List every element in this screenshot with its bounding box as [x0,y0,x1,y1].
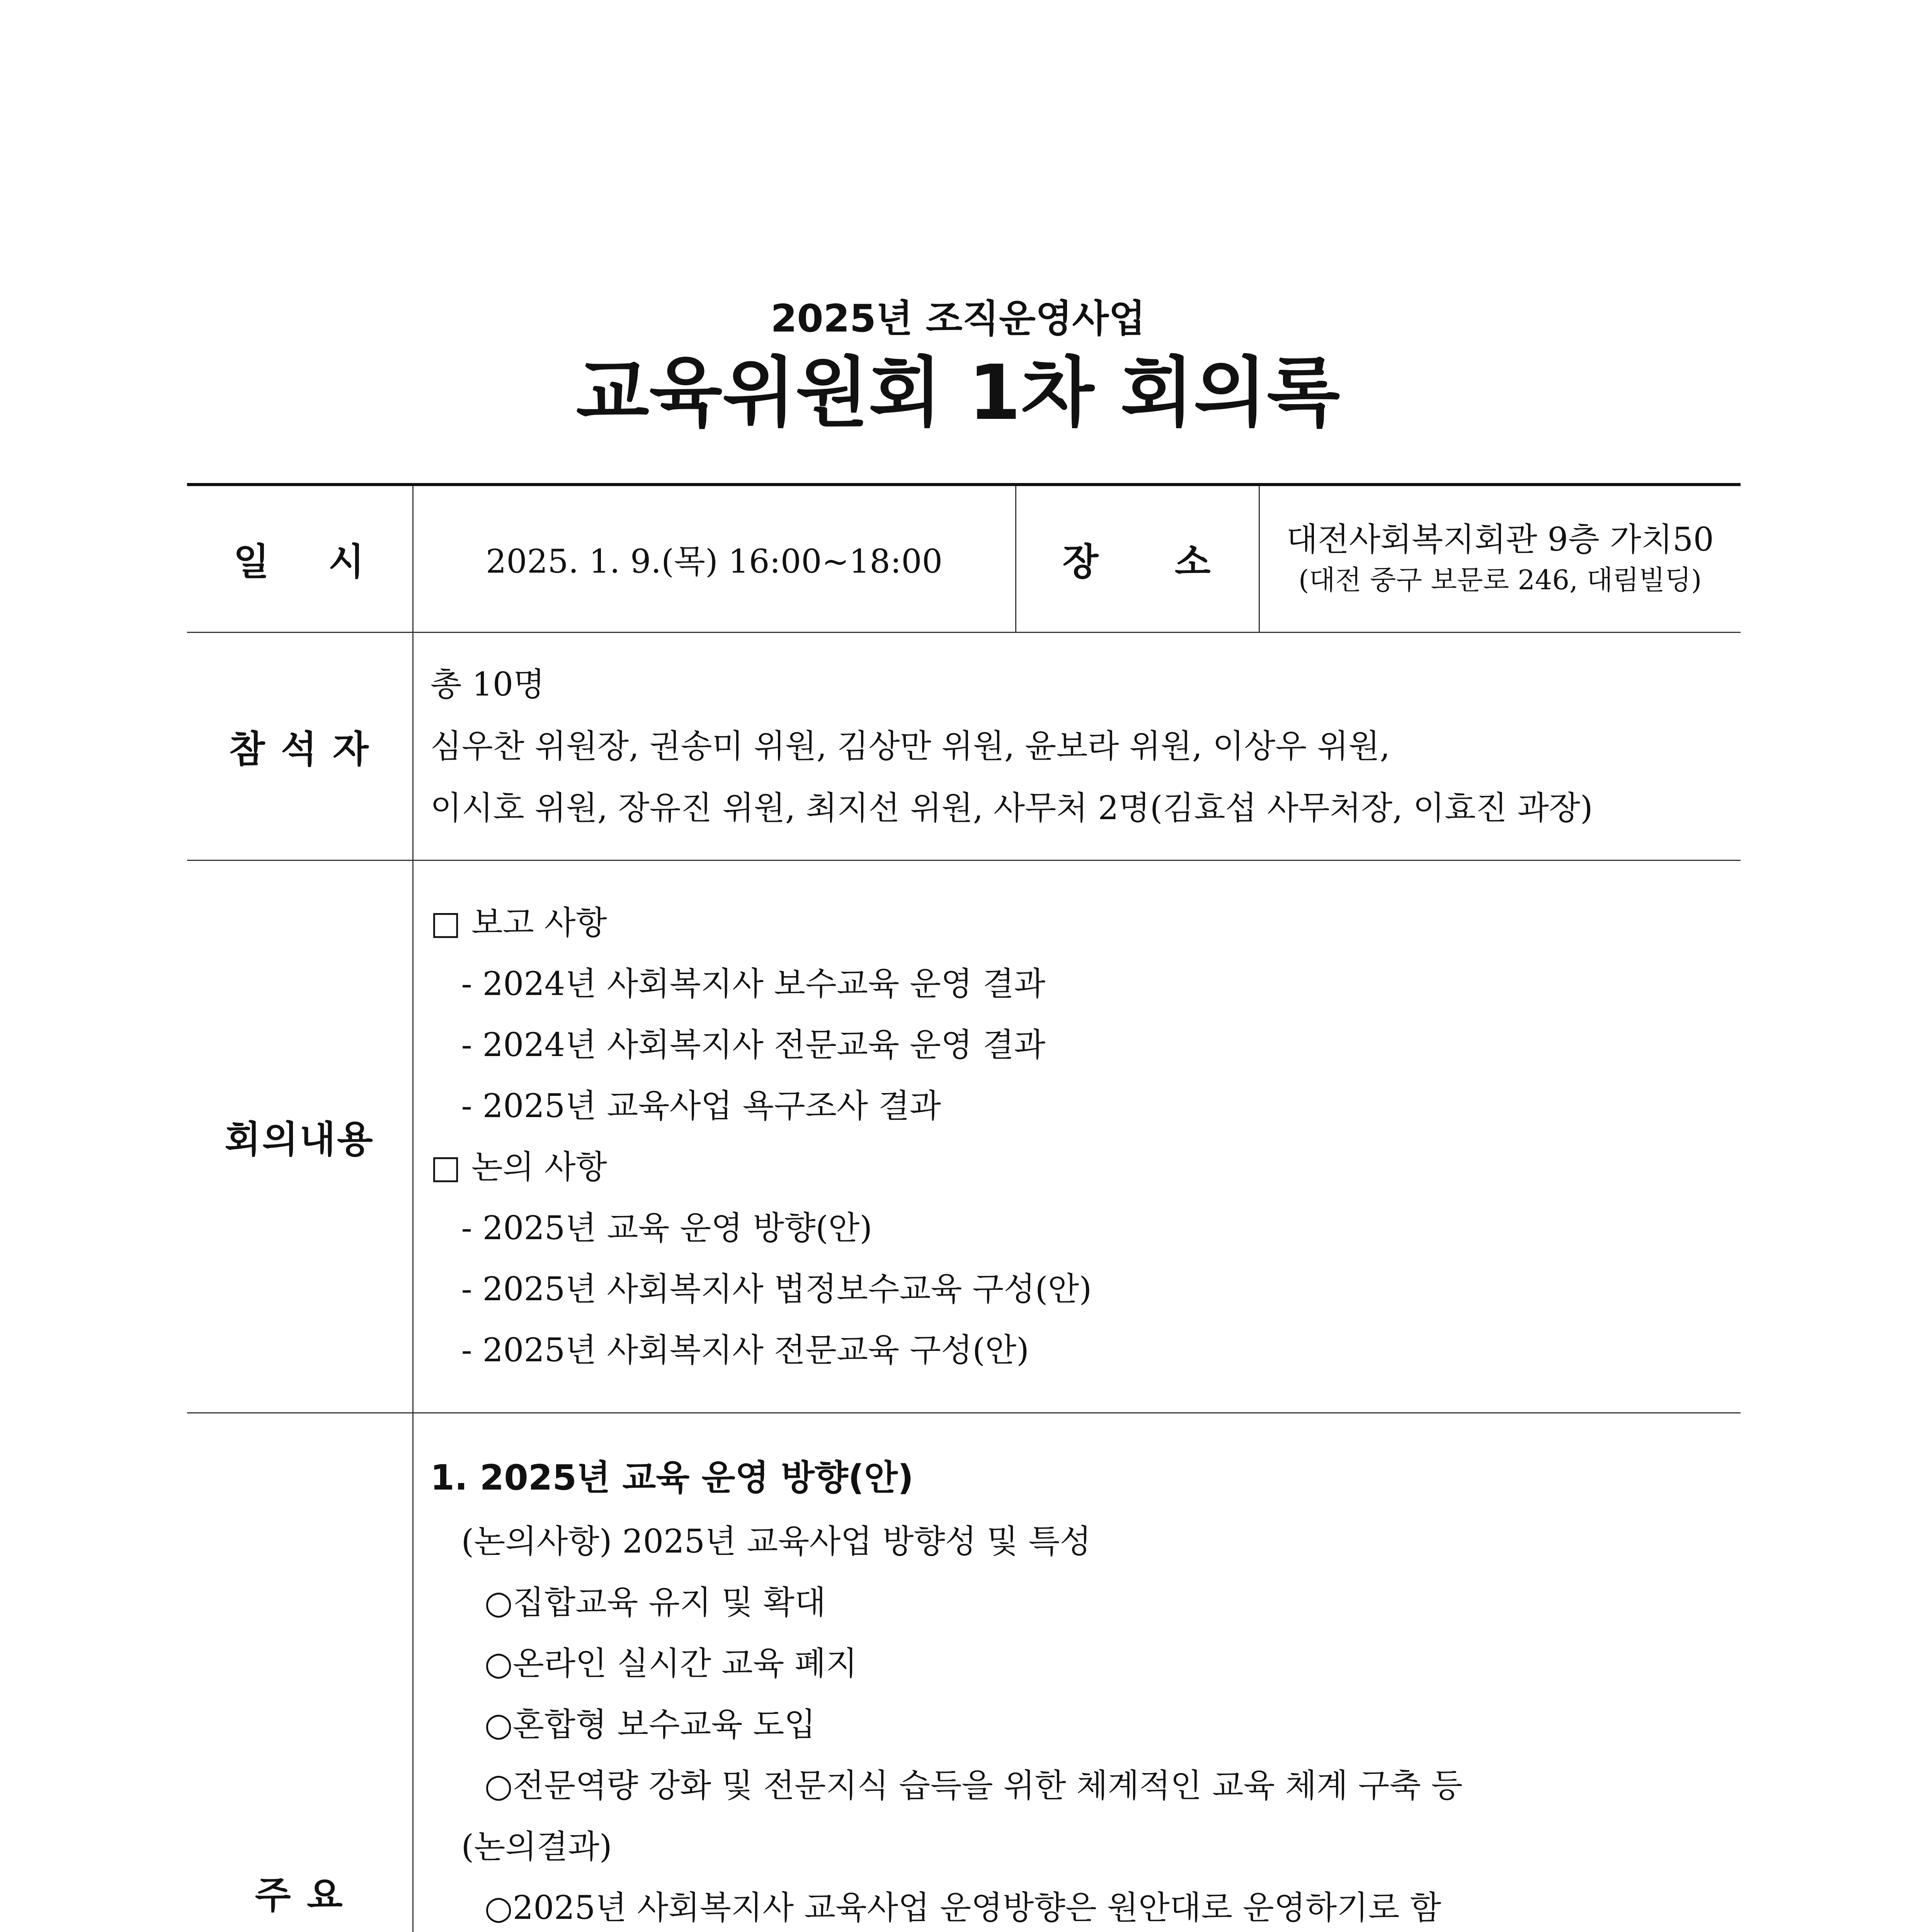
main-discussion-cell [413,1413,1741,1932]
report-items-title: □ 보고 사항 [430,904,607,942]
row-date-place [187,485,1741,632]
discussion-item: - 2025년 사회복지사 법정보수교육 구성(안) [461,1270,1092,1308]
attendees-label: 참 석 자 [229,727,370,771]
attendees-label-cell [187,632,413,860]
section-1-bullet: ○온라인 실시간 교육 폐지 [484,1644,858,1682]
discussion-items-title: □ 논의 사항 [430,1148,607,1186]
agenda-cell [413,860,1741,1413]
section-1-bullet: ○집합교육 유지 및 확대 [484,1583,826,1621]
minutes-table [187,483,1741,1932]
place-label-char-1: 장 [1062,540,1100,583]
place-value-cell [1259,485,1741,632]
row-attendees [187,632,1741,860]
main-label-line-1: 주 요 [255,1873,344,1917]
date-label-cell [187,485,413,632]
attendees-cell [413,632,1741,860]
meeting-address: (대전 중구 보문로 246, 대림빌딩) [1298,564,1702,596]
date-label-char-1: 일 [233,540,271,583]
agenda-label-cell [187,860,413,1413]
section-1-topic: (논의사항) 2025년 교육사업 방향성 및 특성 [461,1522,1091,1560]
meeting-date: 2025. 1. 9.(목) 16:00~18:00 [485,542,943,580]
place-label-char-2: 소 [1174,540,1212,583]
attendee-list-line-1: 심우찬 위원장, 권송미 위원, 김상만 위원, 윤보라 위원, 이상우 위원, [430,727,1390,765]
section-1-bullet: ○혼합형 보수교육 도입 [484,1705,816,1743]
row-agenda [187,860,1741,1413]
attendee-list-line-2: 이시호 위원, 장유진 위원, 최지선 위원, 사무처 2명(김효섭 사무처장, 이효진 과장) [430,789,1593,827]
discussion-item: - 2025년 사회복지사 전문교육 구성(안) [461,1331,1029,1369]
section-1-result: ○2025년 사회복지사 교육사업 운영방향은 원안대로 운영하기로 함 [484,1888,1441,1927]
attendee-count: 총 10명 [430,665,545,703]
document-header [0,294,1916,437]
section-1-heading: 1. 2025년 교육 운영 방향(안) [430,1457,914,1498]
report-item: - 2024년 사회복지사 보수교육 운영 결과 [461,965,1046,1003]
main-label-cell [187,1413,413,1932]
meeting-place: 대전사회복지회관 9층 가치50 [1286,520,1714,559]
agenda-label: 회의내용 [225,1117,374,1161]
place-label-cell [1016,485,1259,632]
section-1-result-label: (논의결과) [461,1827,612,1866]
report-item: - 2024년 사회복지사 전문교육 운영 결과 [461,1026,1046,1064]
document-subtitle: 2025년 조직운영사업 [771,297,1145,341]
date-value-cell [413,485,1016,632]
report-item: - 2025년 교육사업 욕구조사 결과 [461,1087,941,1125]
row-main-discussion [187,1413,1741,1932]
date-label-char-2: 시 [328,540,366,583]
discussion-item: - 2025년 교육 운영 방향(안) [461,1209,873,1247]
section-1-bullet: ○전문역량 강화 및 전문지식 습득을 위한 체계적인 교육 체계 구축 등 [484,1766,1463,1804]
document-title: 교육위원회 1차 회의록 [576,349,1340,437]
